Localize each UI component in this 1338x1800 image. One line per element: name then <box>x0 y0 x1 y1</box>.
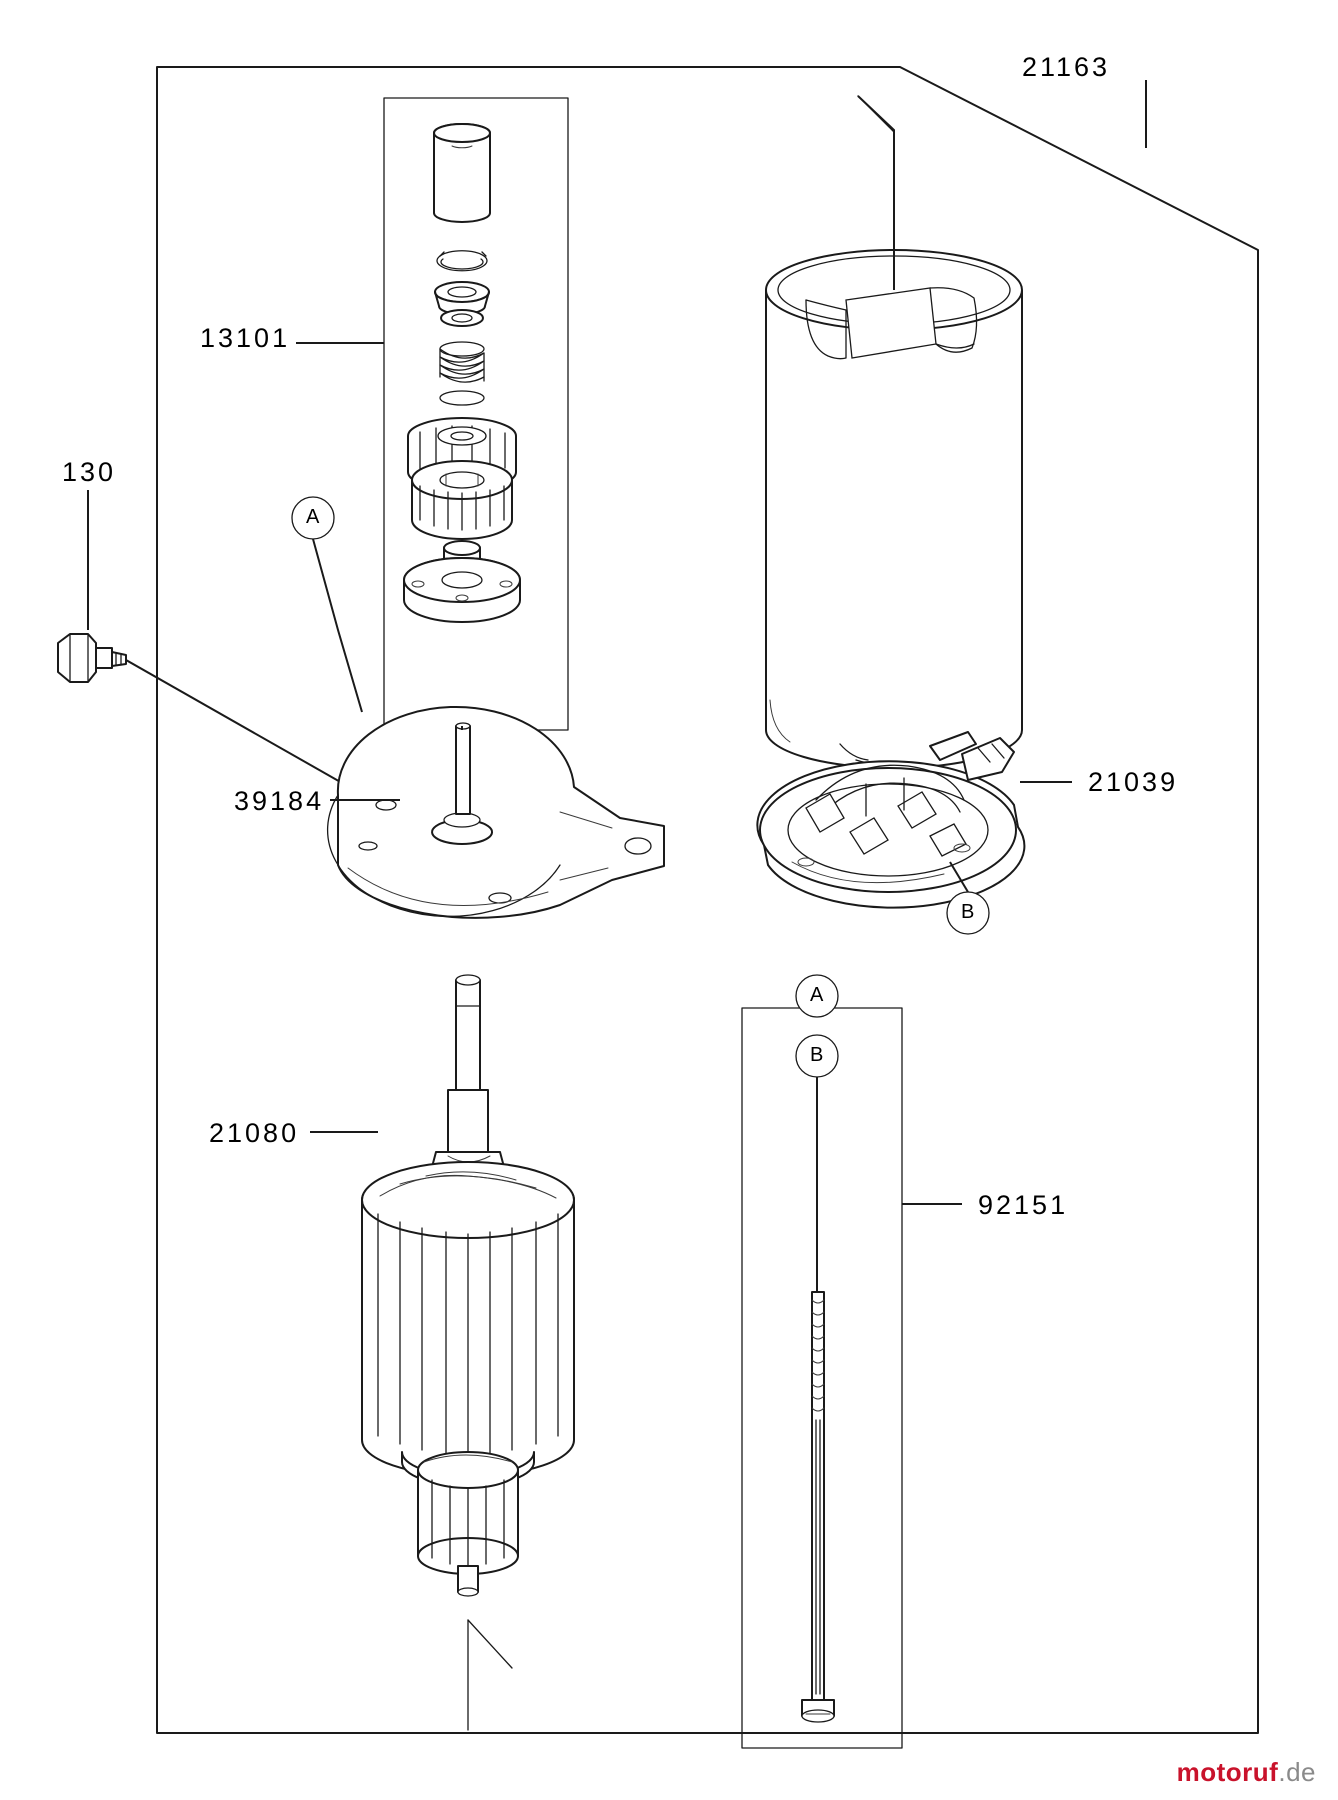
assembly-axis-bottom <box>468 1620 512 1730</box>
part-130-bolt <box>58 634 126 682</box>
watermark-sub: .de <box>1278 1757 1316 1787</box>
part-label-130[interactable]: 130 <box>62 457 117 487</box>
part-label-21080[interactable]: 21080 <box>209 1118 300 1148</box>
part-21163-housing <box>766 250 1022 768</box>
part-label-21163[interactable]: 21163 <box>1022 52 1111 82</box>
bolt-shaft <box>802 1292 834 1722</box>
drive-end-bushing <box>404 541 520 622</box>
pinion-gear <box>408 418 516 539</box>
callout-circle-a-left <box>292 497 362 712</box>
diagram-frame <box>157 67 1258 1733</box>
part-13101-drive-assembly <box>404 124 520 622</box>
callout-circle-a-kit <box>796 975 838 1292</box>
watermark <box>1177 1757 1316 1788</box>
drive-spring <box>440 342 484 405</box>
drive-sleeve <box>434 124 490 222</box>
part-label-13101[interactable]: 13101 <box>200 323 291 353</box>
part-21080-armature <box>362 975 574 1596</box>
callout-label-a-kit: A <box>810 984 824 1006</box>
callout-label-b-kit: B <box>810 1044 824 1066</box>
leader-130 <box>88 490 372 800</box>
callout-label-a-left: A <box>306 506 320 528</box>
part-label-21039[interactable]: 21039 <box>1088 767 1179 797</box>
part-label-39184[interactable]: 39184 <box>234 786 325 816</box>
part-label-92151[interactable]: 92151 <box>978 1190 1069 1220</box>
retainer-cup <box>435 282 489 326</box>
watermark-main: motoruf <box>1176 1757 1279 1787</box>
part-39184-bracket <box>328 707 664 918</box>
callout-label-b-right: B <box>961 901 975 923</box>
snap-ring <box>437 251 487 271</box>
